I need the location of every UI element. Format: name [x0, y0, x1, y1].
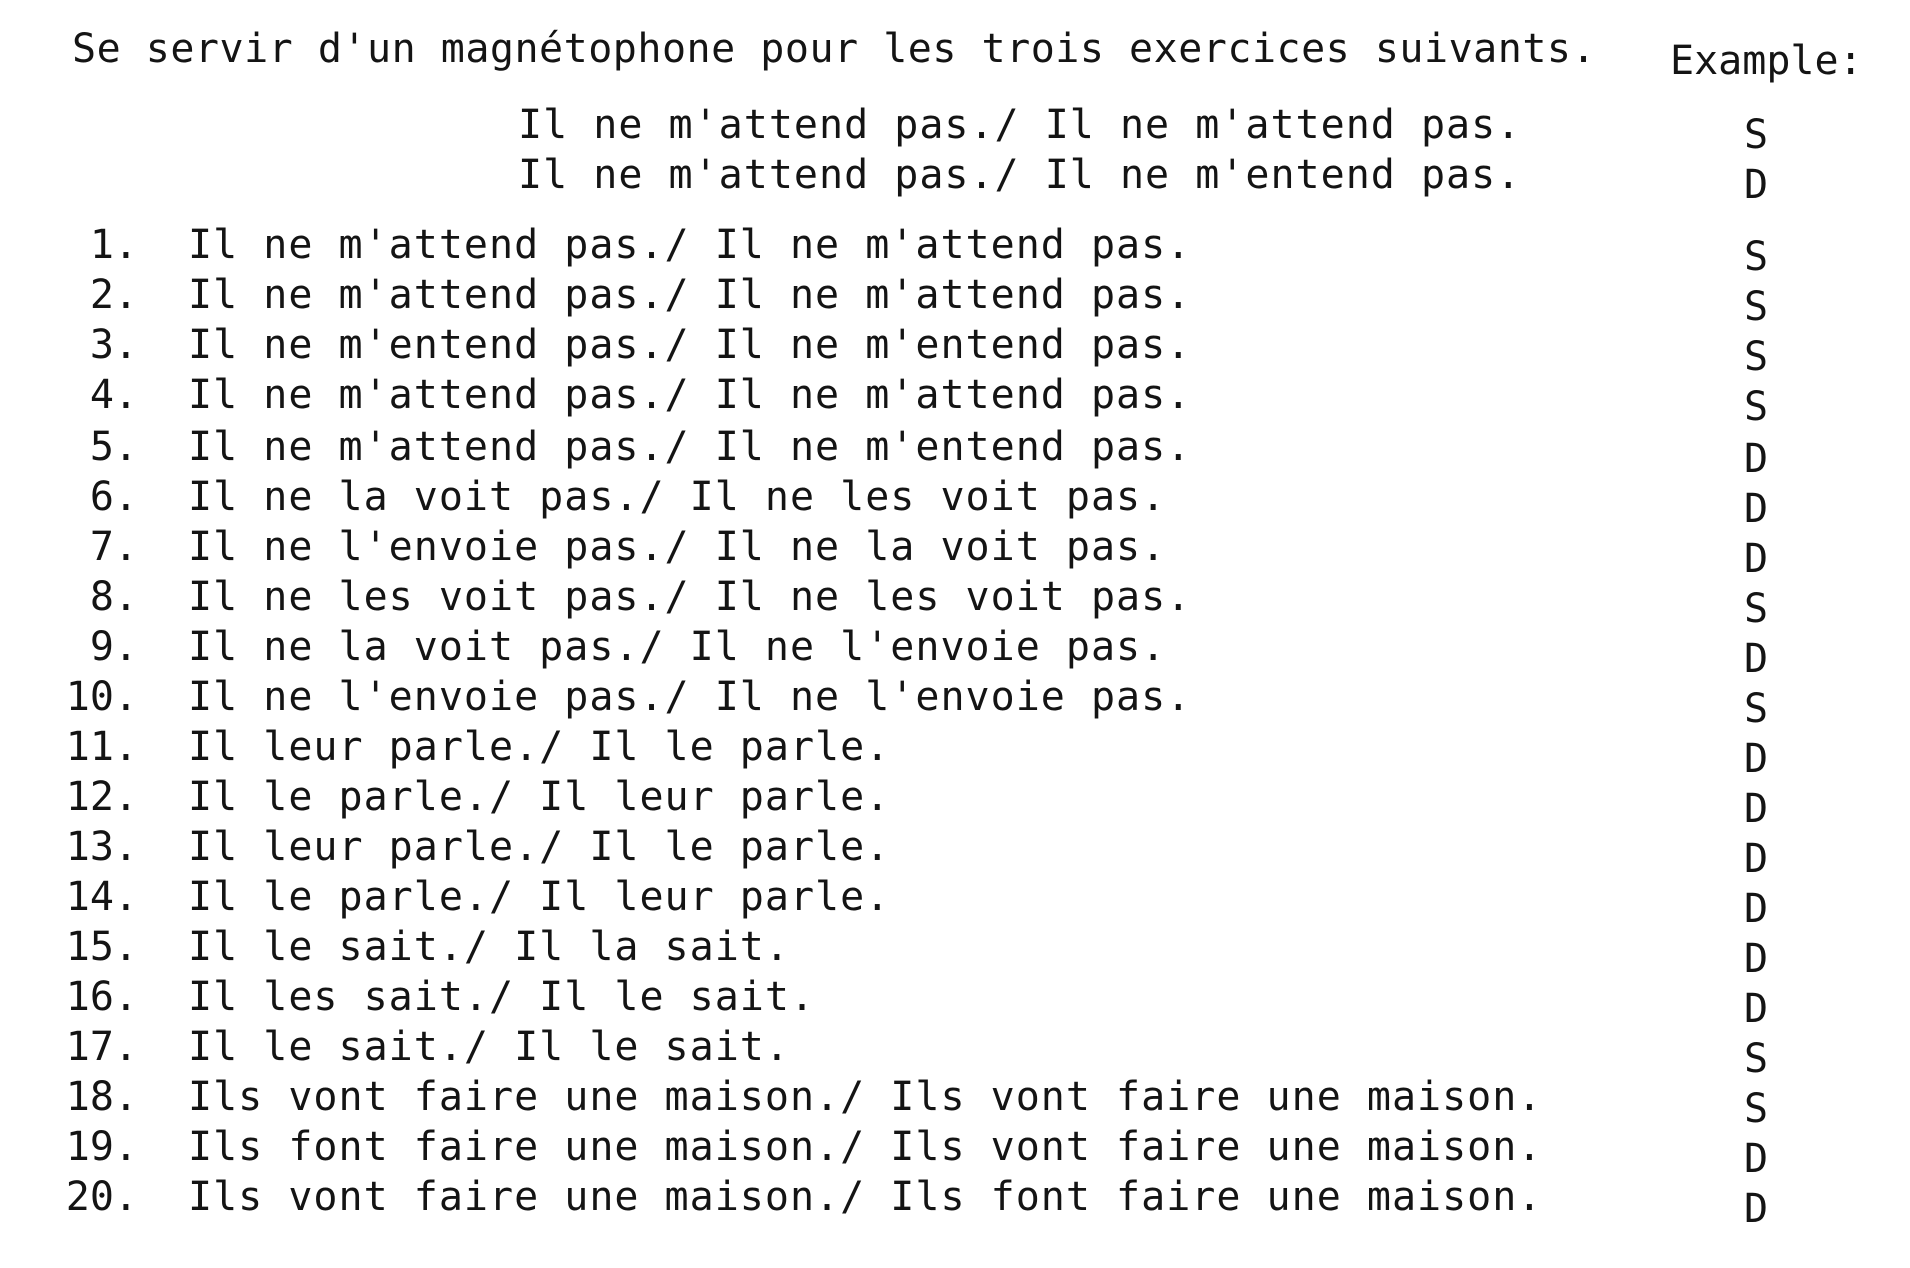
item-sentence: Il le parle./ Il leur parle. [188, 874, 891, 920]
item-number: 4. [89, 372, 138, 418]
item-sentence: Il le sait./ Il le sait. [188, 1024, 790, 1070]
item-answer: S [1744, 1036, 1769, 1082]
item-number: 13. [65, 824, 138, 870]
example-answer: S [1744, 112, 1769, 158]
item-number: 8. [89, 574, 138, 620]
item-answer: D [1744, 486, 1769, 532]
item-number: 18. [65, 1074, 138, 1120]
item-answer: S [1744, 284, 1769, 330]
item-number: 7. [89, 524, 138, 570]
example-row [518, 102, 1521, 150]
item-number: 15. [65, 924, 138, 970]
item-answer: D [1744, 936, 1769, 982]
item-number: 1. [89, 222, 138, 268]
item-sentence: Ils font faire une maison./ Ils vont faire une maison. [188, 1124, 1543, 1170]
item-number: 12. [65, 774, 138, 820]
example-sentence: Il ne m'attend pas./ Il ne m'attend pas. [518, 102, 1522, 148]
item-sentence: Ils vont faire une maison./ Ils vont faire une maison. [188, 1074, 1543, 1120]
item-sentence: Il ne m'attend pas./ Il ne m'attend pas. [188, 272, 1192, 318]
item-answer: D [1744, 736, 1769, 782]
item-sentence: Ils vont faire une maison./ Ils font faire une maison. [188, 1174, 1543, 1220]
item-number: 10. [65, 674, 138, 720]
item-answer: D [1744, 836, 1769, 882]
item-sentence: Il ne m'entend pas./ Il ne m'entend pas. [188, 322, 1192, 368]
item-number: 5. [89, 424, 138, 470]
item-number: 6. [89, 474, 138, 520]
item-number: 2. [89, 272, 138, 318]
item-sentence: Il ne la voit pas./ Il ne les voit pas. [188, 474, 1167, 520]
item-sentence: Il ne m'attend pas./ Il ne m'attend pas. [188, 372, 1192, 418]
item-answer: S [1744, 1086, 1769, 1132]
example-row [518, 152, 1521, 200]
example-sentence: Il ne m'attend pas./ Il ne m'entend pas. [518, 152, 1522, 198]
item-number: 16. [65, 974, 138, 1020]
item-sentence: Il leur parle./ Il le parle. [188, 824, 891, 870]
item-answer: D [1744, 436, 1769, 482]
item-answer: S [1744, 334, 1769, 380]
item-answer: S [1744, 384, 1769, 430]
item-answer: S [1744, 586, 1769, 632]
example-label: Example: [1670, 38, 1863, 84]
item-number: 14. [65, 874, 138, 920]
item-number: 9. [89, 624, 138, 670]
item-sentence: Il les sait./ Il le sait. [188, 974, 816, 1020]
item-number: 11. [65, 724, 138, 770]
example-answer: D [1744, 162, 1769, 208]
item-answer: D [1744, 536, 1769, 582]
item-sentence: Il leur parle./ Il le parle. [188, 724, 891, 770]
item-number: 17. [65, 1024, 138, 1070]
item-answer: D [1744, 886, 1769, 932]
item-sentence: Il ne m'attend pas./ Il ne m'entend pas. [188, 424, 1192, 470]
item-sentence: Il ne l'envoie pas./ Il ne la voit pas. [188, 524, 1167, 570]
item-sentence: Il ne l'envoie pas./ Il ne l'envoie pas. [188, 674, 1192, 720]
item-answer: D [1744, 636, 1769, 682]
instruction-text: Se servir d'un magnétophone pour les trois exercices suivants. [72, 26, 1597, 72]
item-answer: S [1744, 234, 1769, 280]
item-answer: D [1744, 1186, 1769, 1232]
item-answer: D [1744, 1136, 1769, 1182]
item-sentence: Il ne m'attend pas./ Il ne m'attend pas. [188, 222, 1192, 268]
item-sentence: Il le parle./ Il leur parle. [188, 774, 891, 820]
item-number: 20. [65, 1174, 138, 1220]
item-answer: D [1744, 986, 1769, 1032]
item-number: 19. [65, 1124, 138, 1170]
item-sentence: Il le sait./ Il la sait. [188, 924, 790, 970]
item-sentence: Il ne la voit pas./ Il ne l'envoie pas. [188, 624, 1167, 670]
item-number: 3. [89, 322, 138, 368]
item-answer: S [1744, 686, 1769, 732]
item-answer: D [1744, 786, 1769, 832]
item-sentence: Il ne les voit pas./ Il ne les voit pas. [188, 574, 1192, 620]
